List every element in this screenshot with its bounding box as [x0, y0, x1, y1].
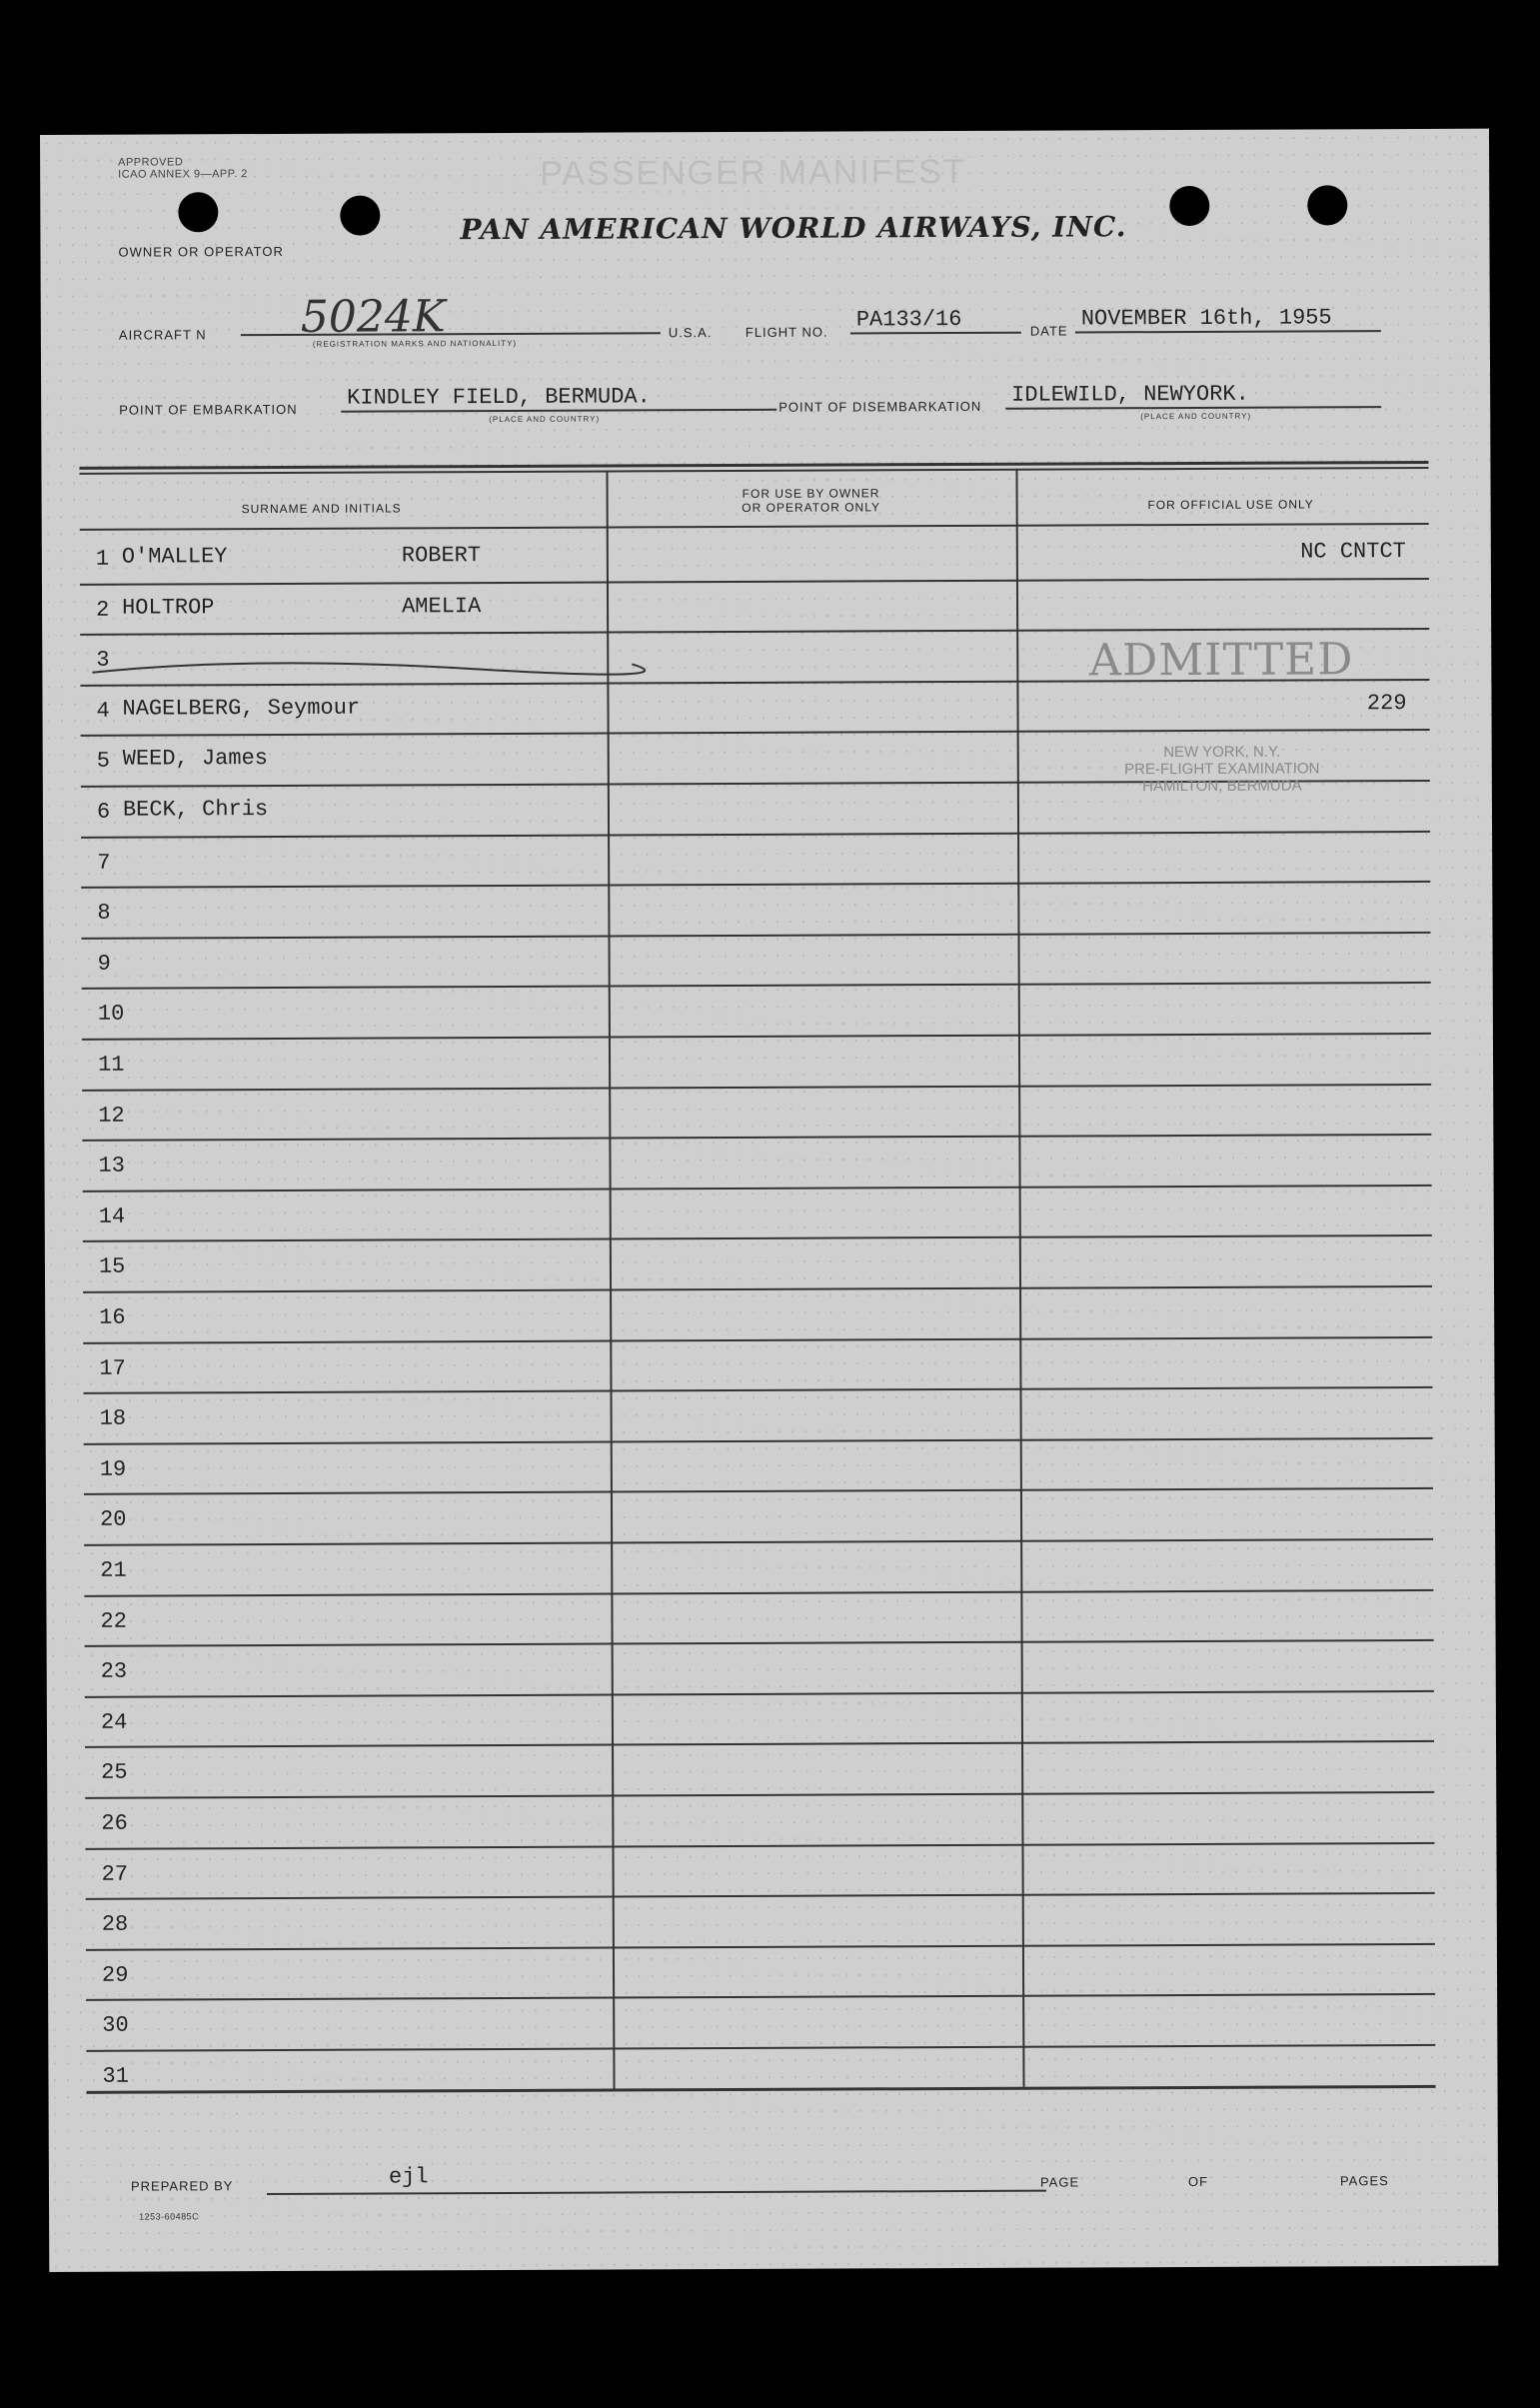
row-rule [81, 881, 1430, 889]
stamp-line2: PRE-FLIGHT EXAMINATION [1124, 760, 1320, 779]
stamp-line3: HAMILTON, BERMUDA [1142, 777, 1302, 796]
row-rule [86, 1993, 1435, 2001]
passenger-name: WEED, James [122, 746, 269, 773]
row-number: 21 [100, 1557, 127, 1583]
row-rule [84, 1437, 1433, 1445]
date-label: DATE [1029, 323, 1068, 339]
punch-hole [1169, 186, 1209, 226]
prepared-value: ejl [388, 2164, 429, 2190]
form-number: 1253-60485C [139, 2211, 200, 2222]
row-rule [81, 831, 1430, 839]
row-number: 14 [98, 1204, 126, 1229]
row-number: 2 [96, 597, 110, 623]
row-number: 3 [96, 647, 110, 673]
row-rule [82, 1033, 1431, 1041]
pages-label: PAGES [1339, 2173, 1389, 2189]
row-rule [83, 1386, 1432, 1394]
col-owner-header [642, 486, 981, 515]
row-number: 11 [98, 1052, 125, 1078]
row-rule [82, 1134, 1431, 1142]
admitted-text: ADMITTED [1088, 634, 1354, 687]
row-number: 6 [96, 799, 111, 825]
flight-label: FLIGHT NO. [745, 324, 828, 340]
row-number: 13 [98, 1153, 125, 1179]
row-number: 4 [96, 698, 110, 724]
usa-label: U.S.A. [668, 325, 713, 341]
row-number: 17 [99, 1355, 126, 1381]
row-number: 20 [99, 1507, 127, 1533]
row-rule [85, 1639, 1434, 1647]
row-number: 28 [101, 1911, 129, 1937]
passenger-initials: ROBERT [401, 543, 482, 569]
row-number: 19 [99, 1456, 127, 1482]
row-number: 7 [97, 850, 111, 876]
punch-hole [1307, 185, 1347, 225]
row-rule [82, 932, 1431, 940]
row-rule [83, 1285, 1432, 1293]
passenger-name: O'MALLEY [121, 544, 228, 570]
disembark-value: IDLEWILD, NEWYORK. [1005, 381, 1381, 410]
row-number: 30 [102, 2013, 129, 2039]
embark-caption: (PLACE AND COUNTRY) [489, 414, 601, 425]
form-title: PASSENGER MANIFEST [540, 152, 966, 193]
row-number: 9 [97, 951, 111, 977]
table-bottom-rule [87, 2085, 1436, 2094]
col-owner-line1: FOR USE BY OWNER [742, 486, 880, 501]
row-rule [82, 982, 1431, 990]
row-rule [83, 1234, 1432, 1242]
row-number: 18 [99, 1405, 127, 1431]
official-note: NC CNTCT [1300, 539, 1406, 565]
prepared-underline [267, 2190, 1046, 2195]
approval-note [118, 156, 248, 181]
row-number: 26 [101, 1810, 128, 1836]
date-value: NOVEMBER 16th, 1955 [1075, 305, 1381, 333]
aircraft-number: 5024K [300, 291, 446, 343]
icao-annex-text: ICAO ANNEX 9—APP. 2 [118, 168, 248, 181]
row-rule [85, 1791, 1434, 1799]
row-number: 15 [98, 1254, 126, 1280]
row-rule [86, 1943, 1435, 1951]
row-number: 5 [96, 749, 110, 775]
manifest-sheet [40, 129, 1498, 2272]
operator-name: PAN AMERICAN WORLD AIRWAYS, INC. [460, 210, 1127, 247]
aircraft-label: AIRCRAFT N [118, 327, 207, 343]
page-label: PAGE [1039, 2174, 1080, 2190]
approved-text: APPROVED [118, 156, 184, 169]
row-number: 16 [99, 1304, 126, 1330]
paper-speckle [40, 129, 1498, 2272]
punch-hole [340, 196, 380, 236]
row-rule [82, 1084, 1431, 1092]
row-number: 29 [101, 1962, 129, 1988]
row-number: 31 [102, 2063, 129, 2089]
aircraft-underline [241, 332, 661, 336]
row-rule [85, 1842, 1434, 1850]
row-number: 24 [100, 1709, 128, 1735]
stamp-line1: NEW YORK, N.Y. [1163, 743, 1281, 762]
row-number: 12 [98, 1103, 125, 1129]
passenger-name: NAGELBERG, Seymour [122, 695, 361, 722]
owner-label: OWNER OR OPERATOR [118, 243, 284, 260]
embark-label: POINT OF EMBARKATION [119, 401, 298, 418]
admitted-stamp [1061, 634, 1382, 795]
of-label: OF [1187, 2173, 1209, 2190]
row-rule [84, 1538, 1433, 1546]
row-rule [86, 2044, 1435, 2052]
row-number: 10 [97, 1002, 125, 1028]
col-official-header: FOR OFFICIAL USE ONLY [1147, 497, 1314, 513]
row-number: 27 [101, 1861, 129, 1887]
flight-number: PA133/16 [850, 307, 1021, 335]
row-rule [83, 1185, 1432, 1193]
row-rule [86, 1892, 1435, 1900]
embark-value: KINDLEY FIELD, BERMUDA. [341, 384, 776, 413]
row-rule [84, 1589, 1433, 1597]
header-rule [80, 523, 1429, 531]
passenger-name: HOLTROP [122, 594, 215, 621]
disembark-label: POINT OF DISEMBARKATION [778, 398, 982, 415]
row-rule [83, 1336, 1432, 1344]
punch-hole [178, 192, 218, 232]
row-rule [80, 578, 1429, 586]
row-number: 22 [100, 1608, 127, 1634]
passenger-name: BECK, Chris [122, 797, 269, 823]
official-note: 229 [1366, 690, 1407, 717]
row-number: 25 [101, 1760, 128, 1786]
row-rule [84, 1487, 1433, 1495]
disembark-caption: (PLACE AND COUNTRY) [1140, 411, 1252, 422]
row-rule [85, 1690, 1434, 1698]
prepared-label: PREPARED BY [130, 2178, 234, 2194]
row-number: 1 [95, 546, 110, 572]
row-number: 23 [100, 1658, 128, 1684]
passenger-initials: AMELIA [402, 593, 482, 620]
row-number: 8 [97, 900, 111, 926]
strike-line [52, 652, 652, 685]
col-owner-line2: OR OPERATOR ONLY [742, 500, 881, 515]
aircraft-caption: (REGISTRATION MARKS AND NATIONALITY) [312, 338, 518, 349]
col-surname-header: SURNAME AND INITIALS [241, 501, 402, 517]
row-rule [85, 1740, 1434, 1748]
